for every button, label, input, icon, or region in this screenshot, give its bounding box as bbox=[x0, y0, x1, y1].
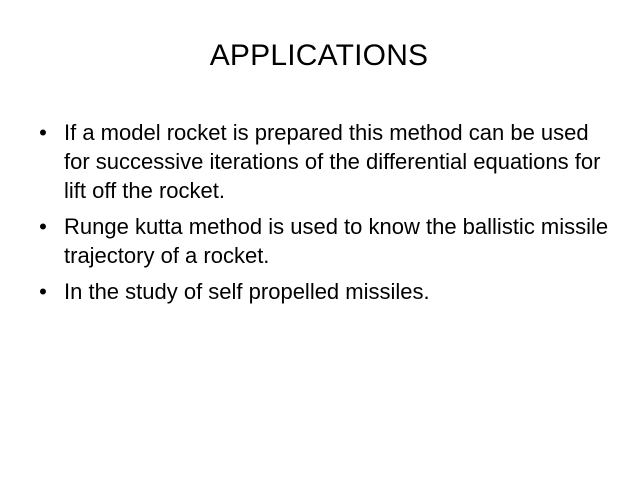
bullet-item bbox=[36, 118, 616, 205]
slide-title: APPLICATIONS bbox=[209, 39, 429, 72]
bullet-list bbox=[36, 118, 616, 313]
bullet-item bbox=[36, 212, 616, 270]
bullet-item bbox=[36, 277, 616, 306]
bullet-text: In the study of self propelled missiles. bbox=[64, 279, 430, 304]
bullet-point-icon: • bbox=[39, 214, 47, 239]
bullet-text: Runge kutta method is used to know the ballistic missile trajectory of a rocket. bbox=[64, 214, 609, 268]
bullet-point-icon: • bbox=[39, 279, 47, 304]
bullet-text: If a model rocket is prepared this method can be used for successive iterations of the differential equations for lift off the rocket. bbox=[64, 120, 601, 203]
bullet-point-icon: • bbox=[39, 120, 47, 145]
